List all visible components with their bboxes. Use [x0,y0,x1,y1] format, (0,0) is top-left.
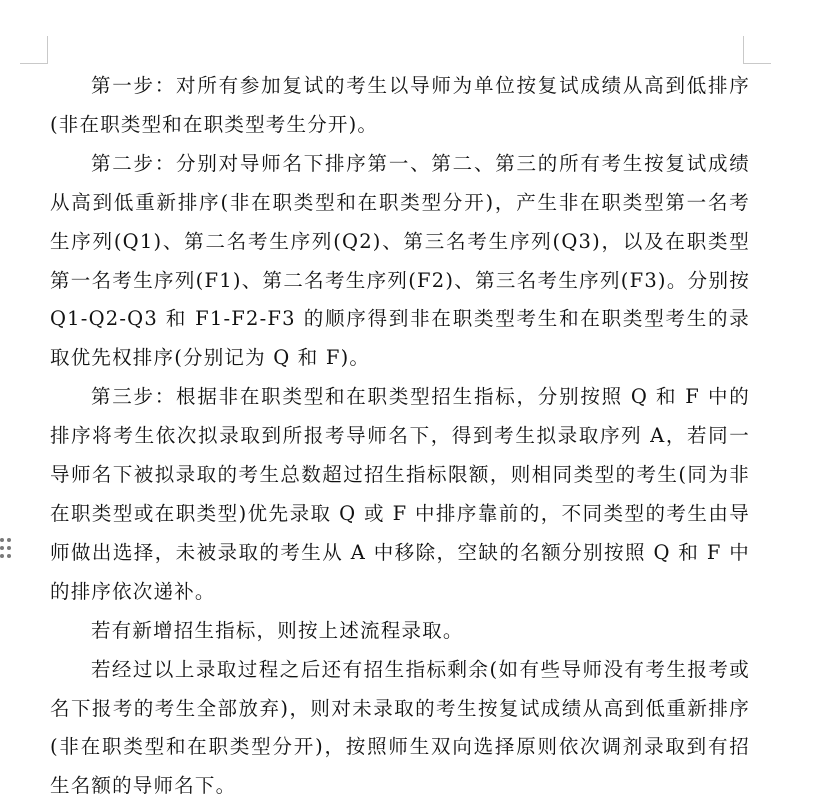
drag-dot [0,546,4,550]
document-body[interactable] [50,67,750,806]
drag-dot [0,538,4,542]
crop-mark-top-left-horizontal [20,63,48,64]
drag-dot [7,538,11,542]
crop-mark-top-left-vertical [47,36,48,64]
paragraph-step-1[interactable]: 第一步：对所有参加复试的考生以导师为单位按复试成绩从高到低排序(非在职类型和在职类型考生分开)。 [50,74,750,136]
crop-mark-top-right-vertical [743,36,744,64]
paragraph-step-2[interactable]: 第二步：分别对导师名下排序第一、第二、第三的所有考生按复试成绩从高到低重新排序(非在职类型和在职类型分开)，产生非在职类型第一名考生序列(Q1)、第二名考生序列(Q2)、第三名考生序列(Q3)，以及在职类型第一名考生序列(F1)、第二名考生序列(F2)、第三名考生序列(F3)。分别按 Q1-Q2-Q3 和 F1-F2-F3 的顺序得到非在职类型考生和在职类型考生的录取优先权排序(分别记为 Q 和 F)。 [50,151,750,370]
drag-dot [7,546,11,550]
paragraph-new-quota[interactable]: 若有新增招生指标，则按上述流程录取。 [90,618,464,642]
crop-mark-top-right-horizontal [743,63,771,64]
drag-handle-icon[interactable] [0,538,12,562]
drag-dot [7,554,11,558]
paragraph-remaining-quota[interactable]: 若经过以上录取过程之后还有招生指标剩余(如有些导师没有考生报考或名下报考的考生全部放弃)，则对未录取的考生按复试成绩从高到低重新排序(非在职类型和在职类型分开)，按照师生双向选择原则依次调剂录取到有招生名额的导师名下。 [50,657,750,798]
drag-dot [0,554,4,558]
paragraph-step-3[interactable]: 第三步：根据非在职类型和在职类型招生指标，分别按照 Q 和 F 中的排序将考生依次拟录取到所报考导师名下，得到考生拟录取序列 A，若同一导师名下被拟录取的考生总数超过招生指标限额，则相同类型的考生(同为非在职类型或在职类型)优先录取 Q 或 F 中排序靠前的，不同类型的考生由导师做出选择，未被录取的考生从 A 中移除，空缺的名额分别按照 Q 和 F 中的排序依次递补。 [50,385,750,603]
